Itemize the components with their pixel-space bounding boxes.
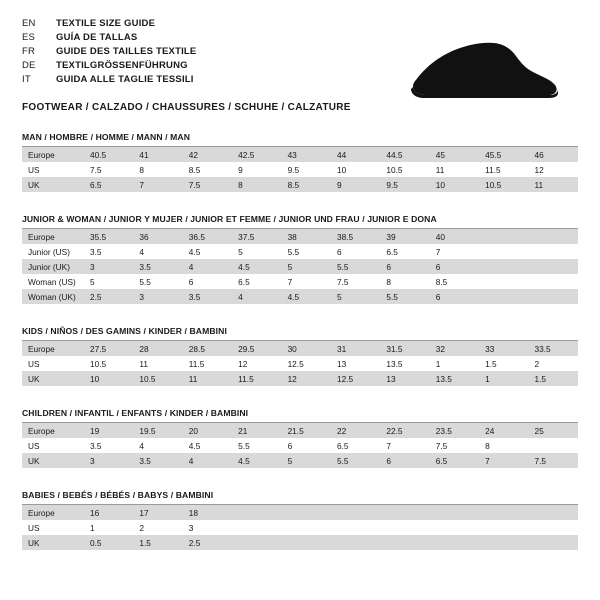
row-label: UK [22,535,84,550]
cell: 6 [380,259,429,274]
cell: 45.5 [479,147,528,162]
cell: 25 [529,423,578,438]
table-row [22,162,578,177]
cell: 1 [479,371,528,386]
page-header [22,18,578,113]
size-table [22,229,578,304]
table-row [22,341,578,356]
cell: 6.5 [232,274,281,289]
cell [331,505,380,520]
cell: 36 [133,229,182,244]
table-row [22,423,578,438]
cell: 22 [331,423,380,438]
cell: 7 [430,244,479,259]
cell [430,520,479,535]
cell: 31.5 [380,341,429,356]
cell [232,505,281,520]
cell [282,535,331,550]
cell: 9 [232,162,281,177]
cell: 40.5 [84,147,133,162]
cell: 38 [282,229,331,244]
cell [529,259,578,274]
cell: 11 [529,177,578,192]
cell: 3.5 [133,453,182,468]
cell: 3 [84,453,133,468]
cell: 39 [380,229,429,244]
cell: 6 [380,453,429,468]
cell: 2 [529,356,578,371]
language-row [22,60,196,74]
cell: 6 [430,289,479,304]
cell: 5 [232,244,281,259]
cell: 0.5 [84,535,133,550]
cell: 11.5 [232,371,281,386]
cell: 9.5 [380,177,429,192]
cell: 12 [232,356,281,371]
cell: 8.5 [183,162,232,177]
cell [282,520,331,535]
cell [282,505,331,520]
cell: 13 [331,356,380,371]
language-title: GUIDE DES TAILLES TEXTILE [56,46,197,57]
cell: 5.5 [282,244,331,259]
table-row [22,244,578,259]
cell: 10 [430,177,479,192]
cell: 7.5 [430,438,479,453]
cell: 1.5 [479,356,528,371]
cell: 38.5 [331,229,380,244]
block-title: CHILDREN / INFANTIL / ENFANTS / KINDER / BAMBINI [22,408,578,423]
row-label: UK [22,177,84,192]
cell: 9.5 [282,162,331,177]
row-label: Europe [22,147,84,162]
block-title: BABIES / BEBÉS / BÉBÉS / BABYS / BAMBINI [22,490,578,505]
cell: 6 [282,438,331,453]
cell: 3 [84,259,133,274]
cell: 8.5 [430,274,479,289]
row-label: UK [22,453,84,468]
cell: 7.5 [529,453,578,468]
cell: 8.5 [282,177,331,192]
cell [479,229,528,244]
table-row [22,371,578,386]
cell: 4.5 [232,453,281,468]
language-title: GUÍA DE TALLAS [56,32,138,43]
cell: 5.5 [133,274,182,289]
cell [380,505,429,520]
cell: 12.5 [331,371,380,386]
cell [529,229,578,244]
cell: 1.5 [133,535,182,550]
cell: 10.5 [380,162,429,177]
cell: 45 [430,147,479,162]
row-label: Junior (UK) [22,259,84,274]
cell: 4.5 [183,244,232,259]
cell: 5 [282,453,331,468]
cell: 6.5 [380,244,429,259]
dress-shoe-icon [380,40,560,102]
cell: 12 [529,162,578,177]
block-title: MAN / HOMBRE / HOMME / MANN / MAN [22,132,578,147]
cell: 12.5 [282,356,331,371]
cell [529,505,578,520]
cell: 46 [529,147,578,162]
block-title: KIDS / NIÑOS / DES GAMINS / KINDER / BAMBINI [22,326,578,341]
cell: 9 [331,177,380,192]
cell: 17 [133,505,182,520]
cell: 3.5 [133,259,182,274]
cell: 2.5 [84,289,133,304]
category-title: FOOTWEAR / CALZADO / CHAUSSURES / SCHUHE / CALZATURE [22,102,351,113]
cell: 19.5 [133,423,182,438]
cell: 5 [84,274,133,289]
cell: 28.5 [183,341,232,356]
cell: 4.5 [232,259,281,274]
cell: 3.5 [84,244,133,259]
cell [479,259,528,274]
row-label: Europe [22,229,84,244]
cell: 4.5 [282,289,331,304]
size-table [22,423,578,468]
size-block-man [22,132,578,192]
cell: 36.5 [183,229,232,244]
cell [380,535,429,550]
cell: 40 [430,229,479,244]
cell: 8 [232,177,281,192]
block-title: JUNIOR & WOMAN / JUNIOR Y MUJER / JUNIOR ET FEMME / JUNIOR UND FRAU / JUNIOR E DONA [22,214,578,229]
cell: 7 [479,453,528,468]
cell: 3.5 [84,438,133,453]
cell: 6.5 [430,453,479,468]
cell [479,289,528,304]
row-label: Woman (US) [22,274,84,289]
table-row [22,520,578,535]
cell: 11.5 [479,162,528,177]
language-row [22,18,196,32]
cell [380,520,429,535]
cell: 4 [183,259,232,274]
cell: 10.5 [84,356,133,371]
cell [430,505,479,520]
cell [479,505,528,520]
table-row [22,259,578,274]
row-label: UK [22,371,84,386]
cell: 22.5 [380,423,429,438]
cell: 13.5 [430,371,479,386]
cell: 10.5 [479,177,528,192]
language-row [22,74,196,88]
cell [479,244,528,259]
cell: 5 [282,259,331,274]
language-title: TEXTILE SIZE GUIDE [56,18,156,29]
size-block-junior-woman [22,214,578,304]
cell: 11 [133,356,182,371]
cell: 2.5 [183,535,232,550]
cell: 28 [133,341,182,356]
row-label: US [22,356,84,371]
cell: 20 [183,423,232,438]
language-code: EN [22,18,36,29]
cell [331,520,380,535]
cell: 7 [133,177,182,192]
cell: 43 [282,147,331,162]
cell: 42.5 [232,147,281,162]
language-title: TEXTILGRÖSSENFÜHRUNG [56,60,188,71]
cell: 13 [380,371,429,386]
cell: 1 [84,520,133,535]
row-label: Europe [22,341,84,356]
cell: 6.5 [331,438,380,453]
cell: 8 [380,274,429,289]
cell [232,520,281,535]
cell: 19 [84,423,133,438]
cell [479,535,528,550]
language-code: FR [22,46,36,57]
table-row [22,229,578,244]
cell: 44 [331,147,380,162]
cell: 6 [430,259,479,274]
cell [529,244,578,259]
cell: 21.5 [282,423,331,438]
row-label: Junior (US) [22,244,84,259]
row-label: Europe [22,505,84,520]
language-code: IT [22,74,31,85]
language-title: GUIDA ALLE TAGLIE TESSILI [56,74,194,85]
cell: 4 [133,244,182,259]
cell: 23.5 [430,423,479,438]
size-block-babies [22,490,578,550]
row-label: US [22,438,84,453]
cell: 5.5 [232,438,281,453]
cell: 13.5 [380,356,429,371]
language-title-list [22,18,196,88]
cell: 4 [133,438,182,453]
cell: 29.5 [232,341,281,356]
size-table [22,341,578,386]
size-table [22,147,578,192]
cell: 12 [282,371,331,386]
cell: 31 [331,341,380,356]
size-block-kids [22,326,578,386]
cell: 5.5 [331,259,380,274]
cell: 10.5 [133,371,182,386]
cell: 1.5 [529,371,578,386]
table-row [22,453,578,468]
cell: 7.5 [84,162,133,177]
cell: 7 [282,274,331,289]
table-row [22,177,578,192]
cell: 3 [183,520,232,535]
table-row [22,147,578,162]
cell [529,535,578,550]
cell: 4.5 [183,438,232,453]
table-row [22,535,578,550]
cell: 18 [183,505,232,520]
cell: 2 [133,520,182,535]
cell: 30 [282,341,331,356]
cell: 35.5 [84,229,133,244]
language-code: DE [22,60,36,71]
cell [529,289,578,304]
cell: 10 [331,162,380,177]
language-row [22,46,196,60]
row-label: US [22,520,84,535]
size-table [22,505,578,550]
cell: 4 [183,453,232,468]
table-row [22,356,578,371]
cell: 6 [331,244,380,259]
row-label: Woman (UK) [22,289,84,304]
table-row [22,438,578,453]
row-label: Europe [22,423,84,438]
size-block-children [22,408,578,468]
cell: 7 [380,438,429,453]
cell: 5 [331,289,380,304]
cell: 7.5 [183,177,232,192]
cell: 42 [183,147,232,162]
table-row [22,505,578,520]
cell: 21 [232,423,281,438]
cell: 8 [479,438,528,453]
cell: 37.5 [232,229,281,244]
cell: 32 [430,341,479,356]
cell: 24 [479,423,528,438]
cell: 33.5 [529,341,578,356]
language-row [22,32,196,46]
cell: 41 [133,147,182,162]
cell [529,274,578,289]
cell: 7.5 [331,274,380,289]
cell: 6.5 [84,177,133,192]
cell: 11 [183,371,232,386]
row-label: US [22,162,84,177]
cell: 16 [84,505,133,520]
cell: 44.5 [380,147,429,162]
language-code: ES [22,32,36,43]
cell [430,535,479,550]
cell: 11.5 [183,356,232,371]
cell: 8 [133,162,182,177]
cell: 5.5 [331,453,380,468]
cell [479,520,528,535]
cell: 1 [430,356,479,371]
cell: 3.5 [183,289,232,304]
cell: 5.5 [380,289,429,304]
cell [529,438,578,453]
cell [331,535,380,550]
table-row [22,289,578,304]
cell: 11 [430,162,479,177]
cell [232,535,281,550]
cell: 6 [183,274,232,289]
cell: 27.5 [84,341,133,356]
cell [529,520,578,535]
cell: 4 [232,289,281,304]
cell: 10 [84,371,133,386]
cell: 33 [479,341,528,356]
cell [479,274,528,289]
table-row [22,274,578,289]
cell: 3 [133,289,182,304]
